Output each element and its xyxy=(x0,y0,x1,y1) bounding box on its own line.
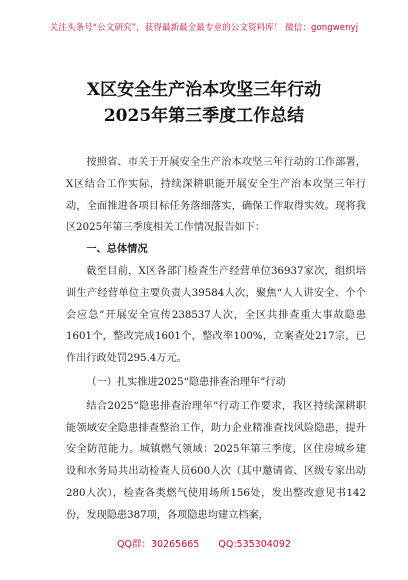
header-promo-note: 关注头条号“公文研究”，获得最新最全最专业的公文资料库！ 微信：gongwenyj xyxy=(49,23,359,33)
footer-contact-note xyxy=(0,536,408,550)
section-1-heading: 一、总体情况 xyxy=(86,243,148,256)
document-title-line-1: X区安全生产治本攻坚三年行动 xyxy=(86,80,322,100)
subsection-1-heading: （一）扎实推进2025“隐患排查治理年”行动 xyxy=(86,376,286,388)
section-1-paragraph: 截至目前，X区各部门检查生产经营单位36937家次，组织培训生产经营单位主要负责人39584人次，聚焦“人人讲安全、个个会应急”开展安全宣传238537人次，全区共排查重大事故隐患1601个，整改完成1601个，整改率100%，立案查处217宗，已作出行政处罚295.4万元。 xyxy=(66,265,366,365)
document-body xyxy=(66,152,366,527)
footer-qq-group: QQ群：30265665 xyxy=(117,539,200,550)
document-title-line-2: 2025年第三季度工作总结 xyxy=(103,106,305,126)
footer-qq: QQ:535304092 xyxy=(218,539,291,550)
intro-paragraph: 按照省、市关于开展安全生产治本攻坚三年行动的工作部署，X区结合工作实际，持续深耕职能开展安全生产治本攻坚三年行动，全面推进各项目标任务落细落实，确保工作取得实效。现将我区2025年第三季度相关工作情况报告如下： xyxy=(66,157,366,234)
subsection-1-paragraph: 结合2025“隐患排查治理年”行动工作要求，我区持续深耕职能领域安全隐患排查整治工作，助力企业精准查找风险隐患，提升安全防范能力。城镇燃气领域：2025年第三季度，区住房城乡建设和水务局共出动检查人员600人次（其中邀请省、区级专家出动280人次），检查各类燃气使用场所156处，发出整改意见书142份，发现隐患387项，各项隐患均建立档案， xyxy=(66,400,366,521)
